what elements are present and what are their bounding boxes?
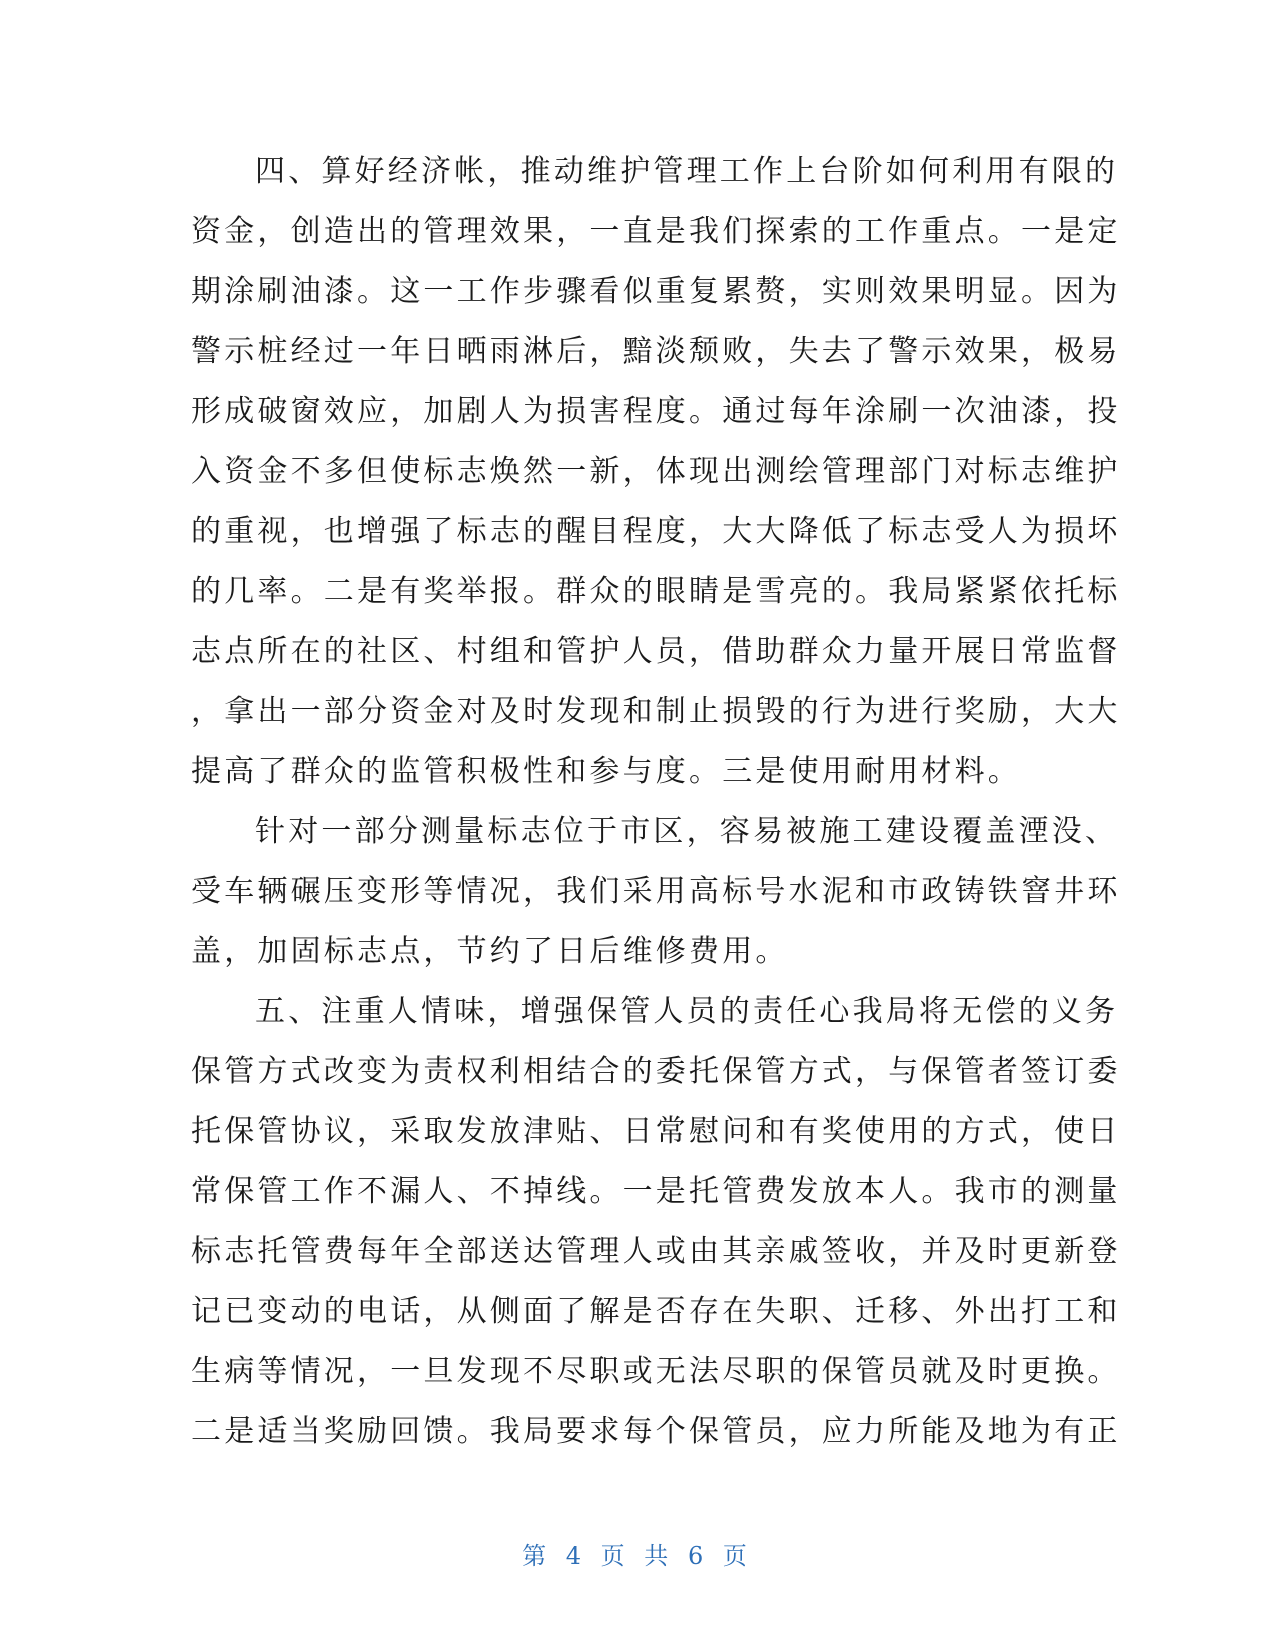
current-page-number: 4: [565, 1542, 588, 1570]
text-line: 资金，创造出的管理效果，一直是我们探索的工作重点。一是定: [191, 214, 1121, 249]
text-line: 常保管工作不漏人、不掉线。一是托管费发放本人。我市的测量: [191, 1174, 1121, 1209]
text-line: 四、算好经济帐，推动维护管理工作上台阶如何利用有限的: [255, 154, 1119, 189]
paragraph-1: [191, 142, 1121, 802]
text-line: 二是适当奖励回馈。我局要求每个保管员，应力所能及地为有正: [191, 1414, 1121, 1449]
text-line: 记已变动的电话，从侧面了解是否存在失职、迁移、外出打工和: [191, 1294, 1121, 1329]
text-line: 针对一部分测量标志位于市区，容易被施工建设覆盖湮没、: [255, 814, 1119, 849]
text-line: ，拿出一部分资金对及时发现和制止损毁的行为进行奖励，大大: [191, 694, 1121, 729]
text-line: 托保管协议，采取发放津贴、日常慰问和有奖使用的方式，使日: [191, 1114, 1121, 1149]
text-line: 期涂刷油漆。这一工作步骤看似重复累赘，实则效果明显。因为: [191, 274, 1121, 309]
text-line: 生病等情况，一旦发现不尽职或无法尽职的保管员就及时更换。: [191, 1354, 1121, 1389]
text-line: 标志托管费每年全部送达管理人或由其亲戚签收，并及时更新登: [191, 1234, 1121, 1269]
footer-suffix: 页: [722, 1542, 753, 1570]
text-line: 的重视，也增强了标志的醒目程度，大大降低了标志受人为损坏: [191, 514, 1121, 549]
text-line: 的几率。二是有奖举报。群众的眼睛是雪亮的。我局紧紧依托标: [191, 574, 1121, 609]
text-line: 盖，加固标志点，节约了日后维修费用。: [191, 934, 789, 969]
paragraph-2: [191, 802, 1121, 982]
text-line: 形成破窗效应，加剧人为损害程度。通过每年涂刷一次油漆，投: [191, 394, 1121, 429]
text-line: 志点所在的社区、村组和管护人员，借助群众力量开展日常监督: [191, 634, 1121, 669]
total-pages-number: 6: [687, 1542, 710, 1570]
page-number-footer: [0, 1536, 1275, 1571]
text-line: 警示桩经过一年日晒雨淋后，黯淡颓败，失去了警示效果，极易: [191, 334, 1121, 369]
text-line: 保管方式改变为责权利相结合的委托保管方式，与保管者签订委: [191, 1054, 1121, 1089]
body-text: [191, 142, 1121, 1462]
text-line: 五、注重人情味，增强保管人员的责任心我局将无偿的义务: [255, 994, 1119, 1029]
footer-prefix: 第: [522, 1542, 553, 1570]
footer-middle: 页 共: [600, 1542, 675, 1570]
text-line: 提高了群众的监管积极性和参与度。三是使用耐用材料。: [191, 754, 1021, 789]
paragraph-3: [191, 982, 1121, 1462]
text-line: 受车辆碾压变形等情况，我们采用高标号水泥和市政铸铁窨井环: [191, 874, 1121, 909]
text-line: 入资金不多但使标志焕然一新，体现出测绘管理部门对标志维护: [191, 454, 1121, 489]
